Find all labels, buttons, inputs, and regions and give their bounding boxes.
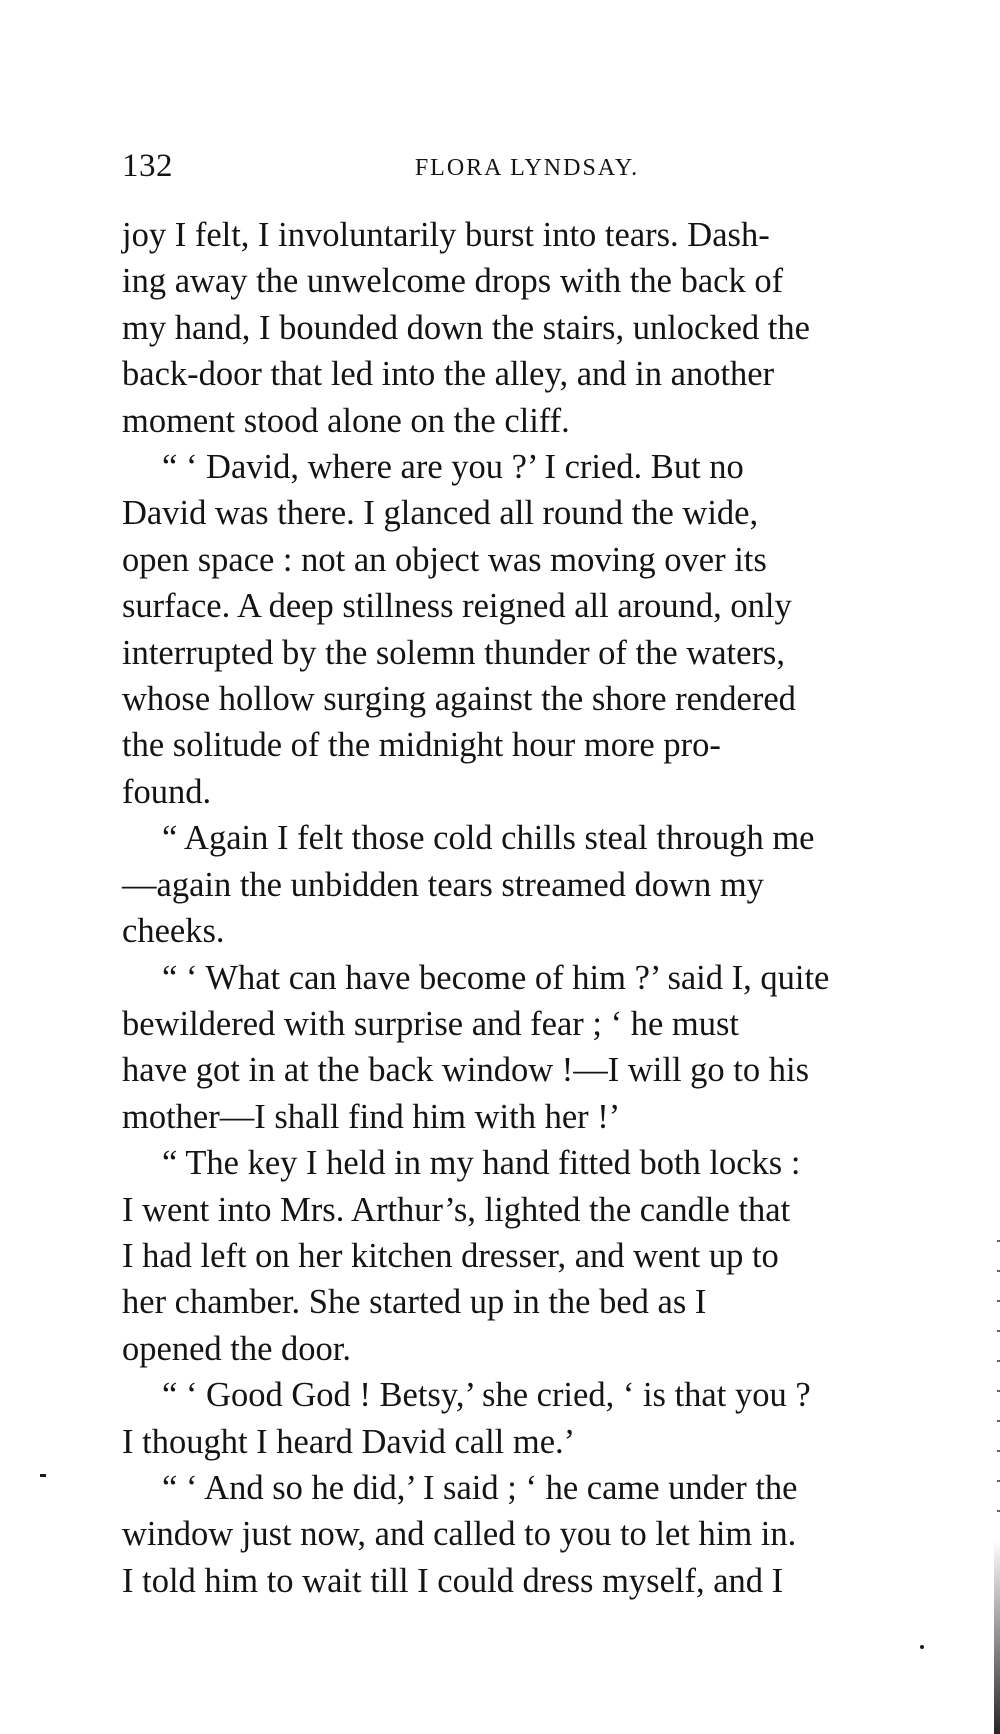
text-line: “ ‘ David, where are you ?’ I cried. But no	[162, 448, 744, 487]
text-line: ing away the unwelcome drops with the back of	[122, 262, 784, 301]
text-line: bewildered with surprise and fear ; ‘ he must	[122, 1004, 739, 1043]
text-line: back-door that led into the alley, and in another	[122, 355, 775, 394]
text-line: window just now, and called to you to let him in.	[122, 1515, 797, 1554]
text-line: “ ‘ And so he did,’ I said ; ‘ he came under the	[162, 1468, 798, 1507]
running-title: FLORA LYNDSAY.	[414, 155, 640, 181]
text-line: my hand, I bounded down the stairs, unlocked the	[122, 308, 810, 347]
text-line: whose hollow surging against the shore rendered	[122, 680, 796, 719]
text-line: I told him to wait till I could dress myself, and I	[122, 1561, 784, 1600]
page-header	[122, 148, 932, 188]
text-line: I went into Mrs. Arthur’s, lighted the candle that	[122, 1190, 791, 1229]
text-line: the solitude of the midnight hour more pro-	[122, 726, 721, 765]
text-line: have got in at the back window !—I will go to his	[122, 1051, 810, 1090]
paragraph	[122, 444, 932, 815]
text-line: open space : not an object was moving over its	[122, 540, 767, 579]
body-text	[122, 212, 932, 1604]
paragraph	[122, 1140, 932, 1372]
page-number: 132	[122, 148, 173, 184]
scan-speck	[920, 1645, 924, 1649]
text-line: mother—I shall find him with her !’	[122, 1097, 621, 1136]
text-line: cheeks.	[122, 912, 225, 951]
text-line: David was there. I glanced all round the wide,	[122, 494, 759, 533]
text-line: her chamber. She started up in the bed as I	[122, 1283, 707, 1322]
page-edge-shadow	[994, 1540, 1000, 1734]
paragraph	[122, 1372, 932, 1465]
text-line: I had left on her kitchen dresser, and went up to	[122, 1236, 779, 1275]
text-line: “ Again I felt those cold chills steal through me	[162, 819, 815, 858]
text-line: —again the unbidden tears streamed down my	[122, 865, 764, 904]
text-line: joy I felt, I involuntarily burst into tears. Dash-	[122, 216, 770, 254]
text-line: moment stood alone on the cliff.	[122, 401, 570, 440]
paragraph	[122, 1465, 932, 1604]
text-line: interrupted by the solemn thunder of the waters,	[122, 633, 785, 672]
text-line: found.	[122, 772, 212, 811]
scan-speck	[40, 1474, 46, 1477]
paragraph	[122, 212, 932, 444]
text-line: “ The key I held in my hand fitted both locks :	[162, 1144, 801, 1183]
text-line: “ ‘ What can have become of him ?’ said I, quite	[162, 958, 830, 997]
text-line: opened the door.	[122, 1329, 351, 1368]
text-line: surface. A deep stillness reigned all around, only	[122, 587, 792, 626]
text-line: I thought I heard David call me.’	[122, 1422, 576, 1461]
text-line: “ ‘ Good God ! Betsy,’ she cried, ‘ is that you ?	[162, 1376, 811, 1415]
paragraph	[122, 815, 932, 954]
paragraph	[122, 955, 932, 1141]
